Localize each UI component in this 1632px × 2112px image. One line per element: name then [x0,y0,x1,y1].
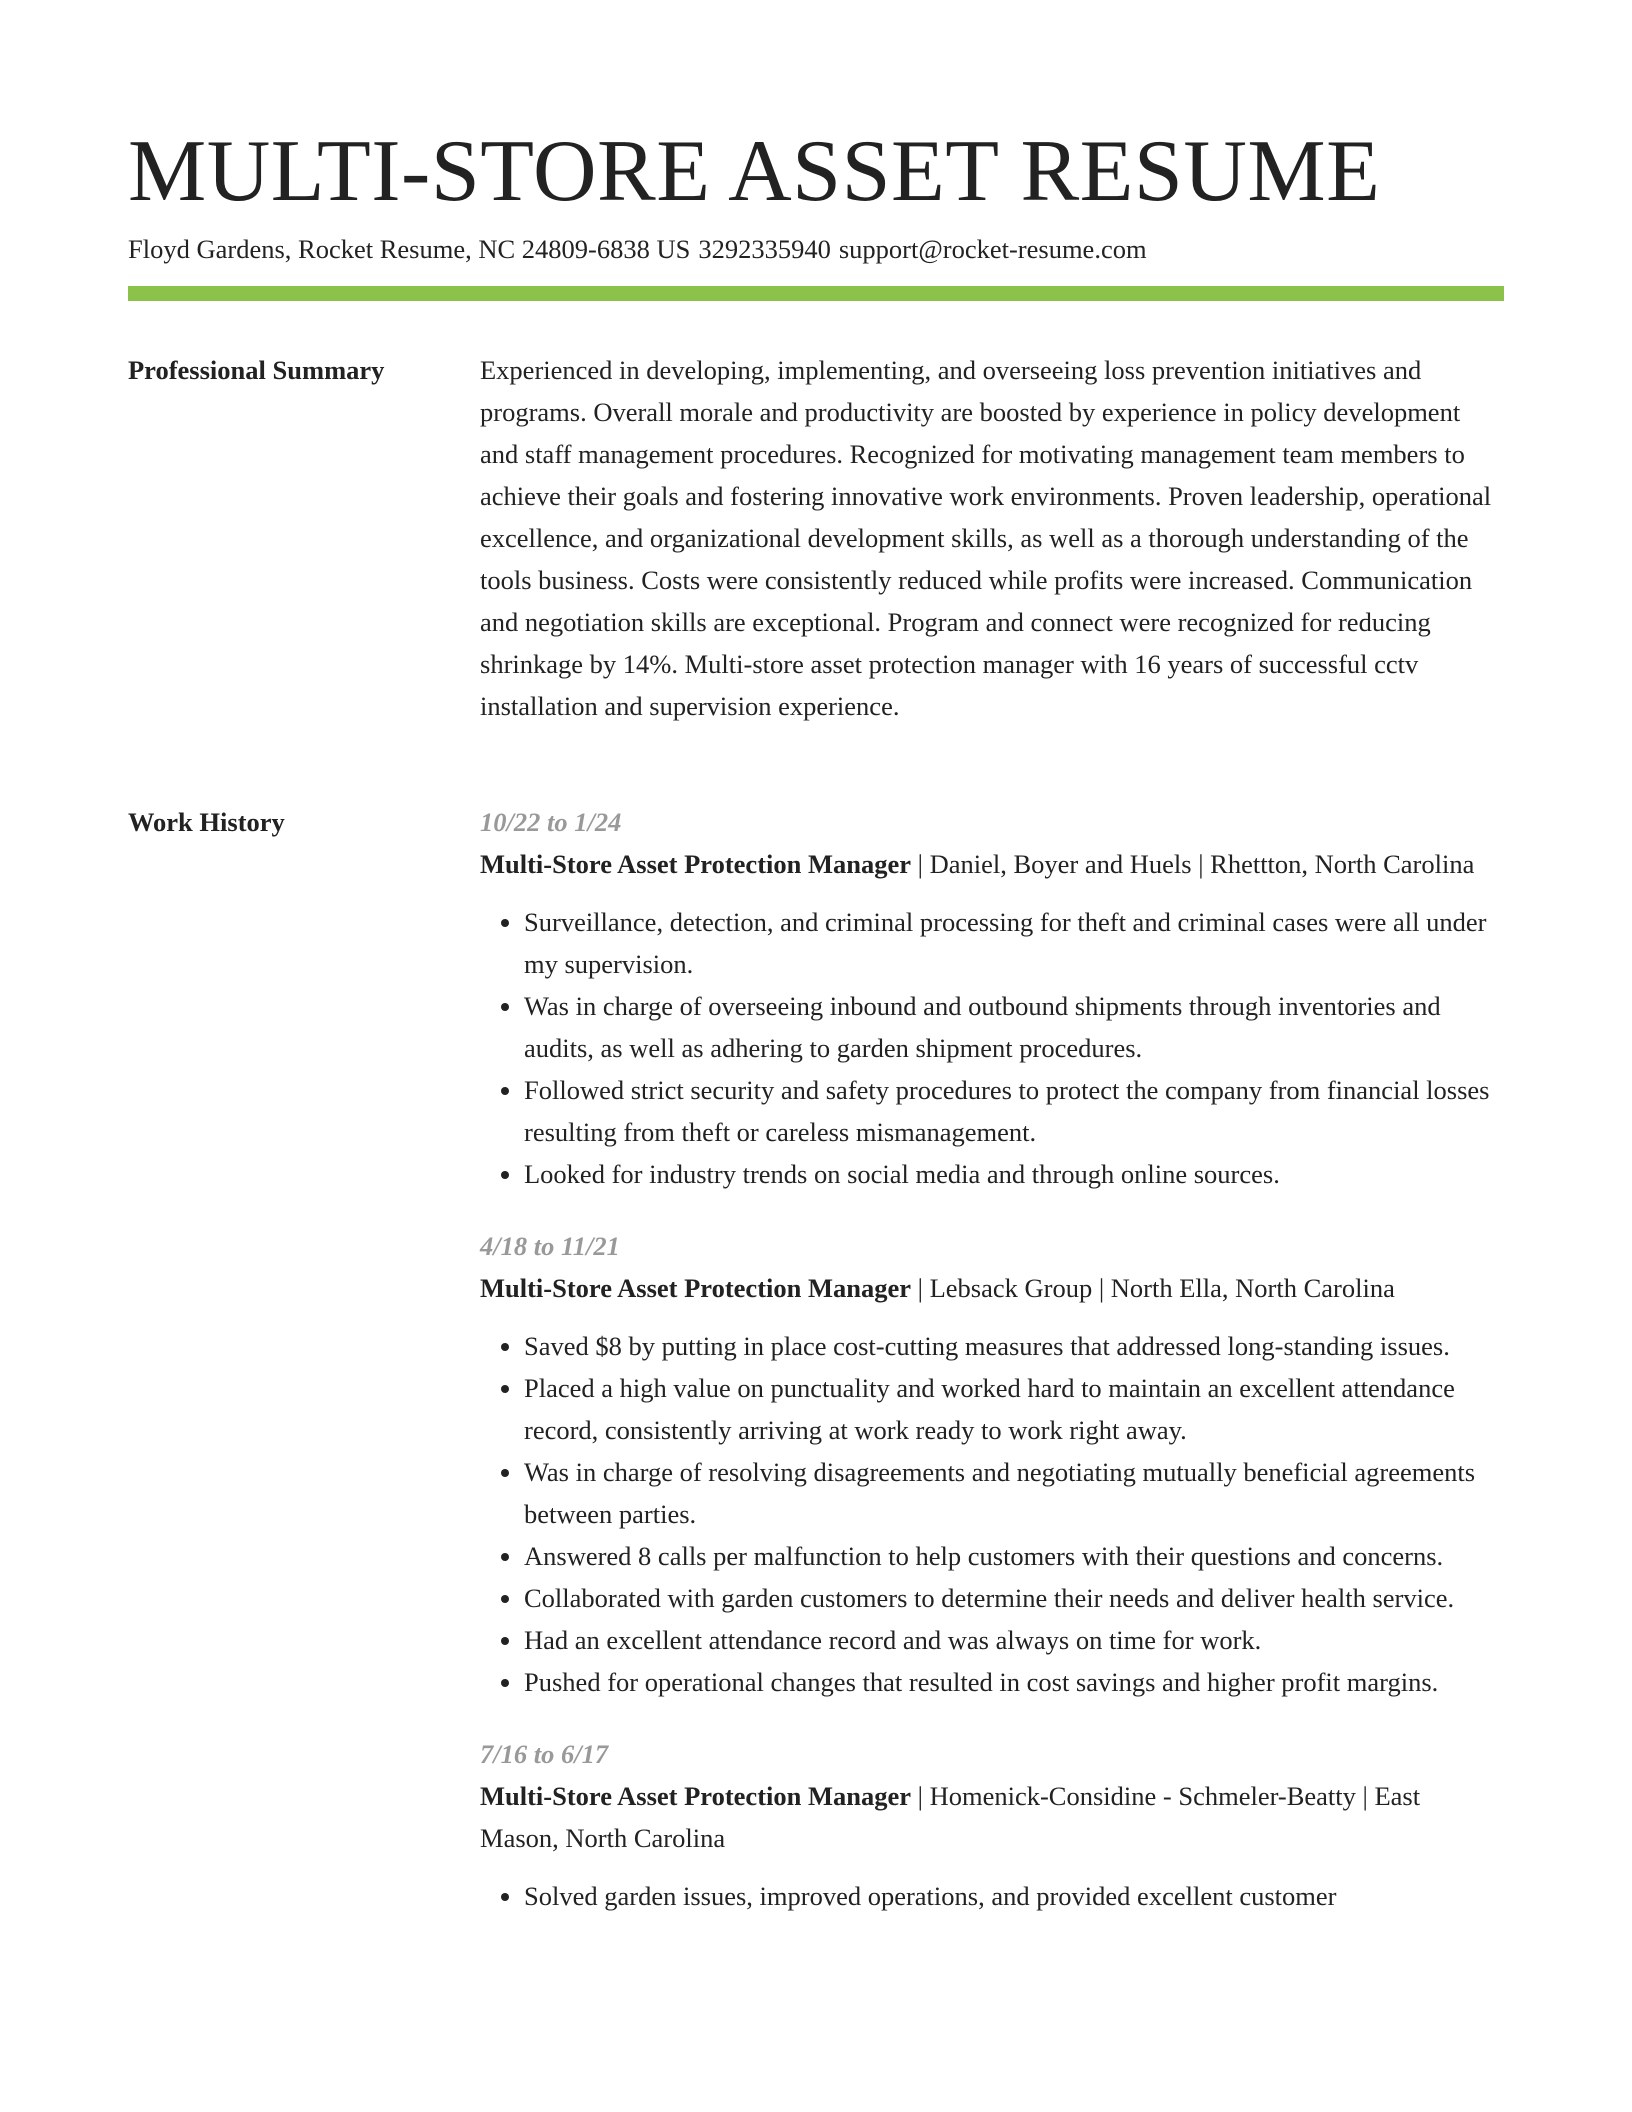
job-separator: | [1092,1273,1111,1303]
job-separator: | [1191,849,1211,879]
job-bullet: • Placed a high value on punctuality and worked hard to maintain an excellent attendance record, consistently arriving at work ready to work right away. [524,1367,1504,1451]
job-bullet: • Was in charge of resolving disagreements and negotiating mutually beneficial agreements between parties. [524,1451,1504,1535]
job-bullet: • Surveillance, detection, and criminal processing for theft and criminal cases were all under my supervision. [524,901,1504,985]
job-dates: 7/16 to 6/17 [480,1739,609,1769]
job-bullet: • Followed strict security and safety procedures to protect the company from financial losses resulting from theft or careless mismanagement. [524,1069,1504,1153]
job-bullet: • Collaborated with garden customers to determine their needs and deliver health service. [524,1577,1504,1619]
job-dates: 10/22 to 1/24 [480,807,622,837]
contact-address: Floyd Gardens, Rocket Resume, NC 24809-6838 US [128,234,691,264]
job-dates: 4/18 to 11/21 [480,1231,620,1261]
contact-phone: 3292335940 [698,234,831,264]
job-bullet: • Looked for industry trends on social media and through online sources. [524,1153,1504,1195]
job-separator: | [911,1273,930,1303]
job-location: North Ella, North Carolina [1110,1273,1395,1303]
contact-email[interactable]: support@rocket-resume.com [838,234,1147,264]
work-history-body [480,801,1504,1947]
job-separator: | [911,1781,930,1811]
resume-title: MULTI-STORE ASSET RESUME [128,123,1381,220]
job-location: Rhettton, North Carolina [1210,849,1475,879]
job-bullet: • Answered 8 calls per malfunction to help customers with their questions and concerns. [524,1535,1504,1577]
summary-text: Experienced in developing, implementing, and overseeing loss prevention initiatives and programs. Overall morale and productivity are boosted by experience in policy development and staff management procedures. Recognized for motivating management team members to achieve their goals and fostering innovative work environments. Proven leadership, operational excellence, and organizational development skills, as well as a thorough understanding of the tools business. Costs were consistently reduced while profits were increased. Communication and negotiation skills are exceptional. Program and connect were recognized for reducing shrinkage by 14%. Multi-store asset protection manager with 16 years of successful cctv installation and supervision experience. [480,355,1492,721]
job-heading-line [480,1775,1504,1859]
job-bullet: • Had an excellent attendance record and was always on time for work. [524,1619,1504,1661]
job-heading-line [480,843,1504,885]
job-separator: | [911,849,930,879]
job-bullet: • Pushed for operational changes that resulted in cost savings and higher profit margins. [524,1661,1504,1703]
job-heading-line [480,1267,1504,1309]
job-separator: | [1355,1781,1375,1811]
job-title: Multi-Store Asset Protection Manager [480,1273,912,1303]
job-title: Multi-Store Asset Protection Manager [480,1781,912,1811]
contact-line [128,231,1147,267]
job-bullet: • Was in charge of overseeing inbound and outbound shipments through inventories and audits, as well as adhering to garden shipment procedures. [524,985,1504,1069]
job-bullet-list [480,1875,1504,1917]
job-entry [480,1733,1504,1917]
job-bullet-list [480,1325,1504,1703]
summary-heading: Professional Summary [128,355,385,385]
job-company: Daniel, Boyer and Huels [929,849,1192,879]
job-bullet: • Saved $8 by putting in place cost-cutting measures that addressed long-standing issues. [524,1325,1504,1367]
job-bullet: • Solved garden issues, improved operations, and provided excellent customer [524,1875,1504,1917]
job-bullet-list [480,901,1504,1195]
header-divider [128,286,1504,301]
job-title: Multi-Store Asset Protection Manager [480,849,912,879]
summary-body [480,349,1504,727]
job-company: Lebsack Group [929,1273,1093,1303]
job-location: East Mason, North Carolina [480,1781,1421,1853]
job-entry [480,1225,1504,1703]
job-entry [480,801,1504,1195]
work-history-heading: Work History [128,807,285,837]
job-company: Homenick-Considine - Schmeler-Beatty [929,1781,1356,1811]
